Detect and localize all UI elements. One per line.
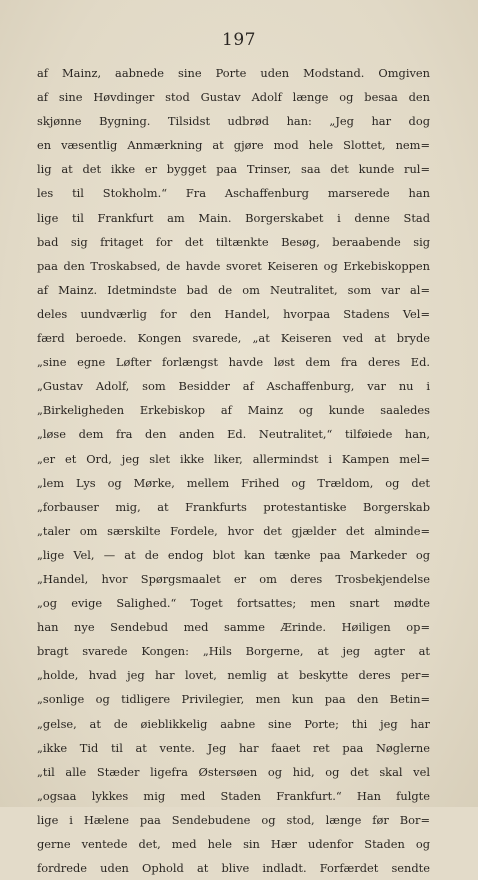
text-line: en væsentlig Anmærkning at gjøre mod hele Slottet, nem=	[37, 138, 430, 153]
text-line: „ikke Tid til at vente. Jeg har faaet ret paa Nøglerne	[37, 740, 430, 755]
text-line: „er et Ord, jeg slet ikke liker, allermindst i Kampen mel=	[37, 451, 430, 466]
text-line: „sine egne Løfter forlængst havde løst dem fra deres Ed.	[37, 355, 430, 370]
text-line: af sine Høvdinger stod Gustav Adolf længe og besaa den	[37, 90, 430, 105]
text-line: „Handel, hvor Spørgsmaalet er om deres Trosbekjendelse	[37, 571, 430, 586]
page-number: 197	[222, 30, 256, 50]
text-line: „Gustav Adolf, som Besidder af Aschaffenburg, var nu i	[37, 379, 430, 394]
text-line: „Birkeligheden Erkebiskop af Mainz og kunde saaledes	[37, 403, 430, 418]
text-line: „gelse, at de øieblikkelig aabne sine Porte; thi jeg har	[37, 716, 430, 731]
text-line: gerne ventede det, med hele sin Hær udenfor Staden og	[37, 837, 430, 851]
text-line: bragt svarede Kongen: „Hils Borgerne, at jeg agter at	[37, 644, 430, 659]
text-line: „løse dem fra den anden Ed. Neutralitet,“ tilføiede han,	[37, 427, 430, 442]
text-line: lige i Hælene paa Sendebudene og stod, længe før Bor=	[37, 812, 430, 827]
text-line: paa den Troskabsed, de havde svoret Keiseren og Erkebiskoppen	[37, 258, 430, 273]
body-text	[37, 61, 430, 880]
text-line: „lige Vel, — at de endog blot kan tænke paa Markeder og	[37, 547, 430, 562]
text-line: „sonlige og tidligere Privilegier, men kun paa den Betin=	[37, 692, 430, 707]
text-line: „lem Lys og Mørke, mellem Frihed og Trældom, og det	[37, 475, 430, 490]
text-line: af Mainz. Idetmindste bad de om Neutralitet, som var al=	[37, 282, 430, 297]
text-line: „ogsaa lykkes mig med Staden Frankfurt.“ Han fulgte	[37, 788, 430, 803]
text-line: han nye Sendebud med samme Ærinde. Høiligen op=	[37, 620, 430, 635]
text-line: af Mainz, aabnede sine Porte uden Modstand. Omgiven	[37, 66, 430, 80]
text-line: „forbauser mig, at Frankfurts protestantiske Borgerskab	[37, 499, 430, 514]
text-line: „til alle Stæder ligefra Østersøen og hid, og det skal vel	[37, 764, 430, 779]
text-line: les til Stokholm.“ Fra Aschaffenburg marserede han	[37, 186, 430, 201]
text-line: skjønne Bygning. Tilsidst udbrød han: „Jeg har dog	[37, 114, 430, 129]
text-line: lige til Frankfurt am Main. Borgerskabet i denne Stad	[37, 210, 430, 225]
text-line: deles uundværlig for den Handel, hvorpaa Stadens Vel=	[37, 306, 430, 321]
text-line: færd beroede. Kongen svarede, „at Keiseren ved at bryde	[37, 331, 430, 346]
text-line: „og evige Salighed.“ Toget fortsattes; men snart mødte	[37, 596, 430, 611]
text-line: „taler om særskilte Fordele, hvor det gjælder det alminde=	[37, 523, 430, 538]
text-line: bad sig fritaget for det tiltænkte Besøg, beraabende sig	[37, 234, 430, 249]
text-line: „holde, hvad jeg har lovet, nemlig at beskytte deres per=	[37, 668, 430, 683]
text-line: lig at det ikke er bygget paa Trinser, saa det kunde rul=	[37, 162, 430, 177]
text-line: fordrede uden Ophold at blive indladt. Forfærdet sendte	[37, 861, 430, 876]
